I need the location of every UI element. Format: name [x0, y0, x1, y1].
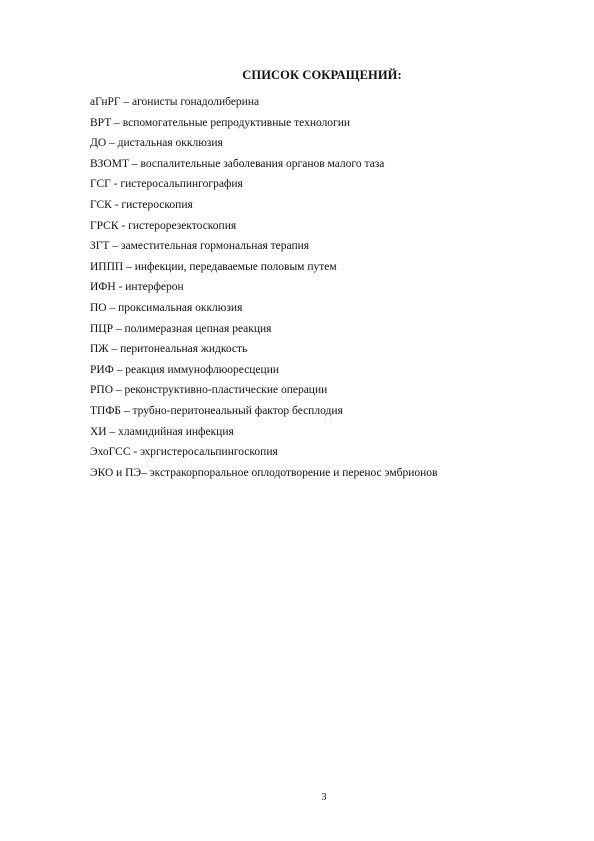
- page-number: 3: [321, 792, 327, 803]
- list-item: ПЖ – перитонеальная жидкость: [90, 343, 248, 356]
- list-item: ЭхоГСС - эхргистеросальпингоскопия: [90, 446, 278, 459]
- list-item: ГРСК - гистерорезектоскопия: [90, 219, 237, 232]
- list-item: ВРТ – вспомогательные репродуктивные технологии: [90, 116, 351, 129]
- list-item: ДО – дистальная окклюзия: [90, 137, 223, 150]
- list-item: ВЗОМТ – воспалительные заболевания органов малого таза: [90, 157, 385, 170]
- list-item: ИФН - интерферон: [90, 281, 184, 294]
- list-item: ЗГТ – заместительная гормональная терапия: [90, 240, 310, 253]
- list-item: аГнРГ – агонисты гонадолиберина: [90, 96, 260, 108]
- list-item: РИФ – реакция иммунофлюоресцеции: [90, 363, 280, 376]
- abbreviation-list: [90, 92, 437, 483]
- list-item: ПЦР – полимеразная цепная реакция: [90, 322, 272, 335]
- list-item: ЭКО и ПЭ– экстракорпоральное оплодотворение и перенос эмбрионов: [90, 466, 438, 479]
- list-item: ПО – проксимальная окклюзия: [90, 301, 243, 314]
- page-title: СПИСОК СОКРАЩЕНИЙ:: [242, 68, 402, 82]
- list-item: ХИ – хламидийная инфекция: [90, 425, 234, 438]
- list-item: ТПФБ – трубно-перитонеальный фактор бесплодия: [90, 404, 343, 417]
- list-item: ГСГ - гистеросальпингография: [90, 178, 243, 191]
- list-item: РПО – реконструктивно-пластические операции: [90, 384, 328, 397]
- list-item: ГСК - гистероскопия: [90, 198, 193, 211]
- list-item: ИППП – инфекции, передаваемые половым путем: [90, 260, 337, 273]
